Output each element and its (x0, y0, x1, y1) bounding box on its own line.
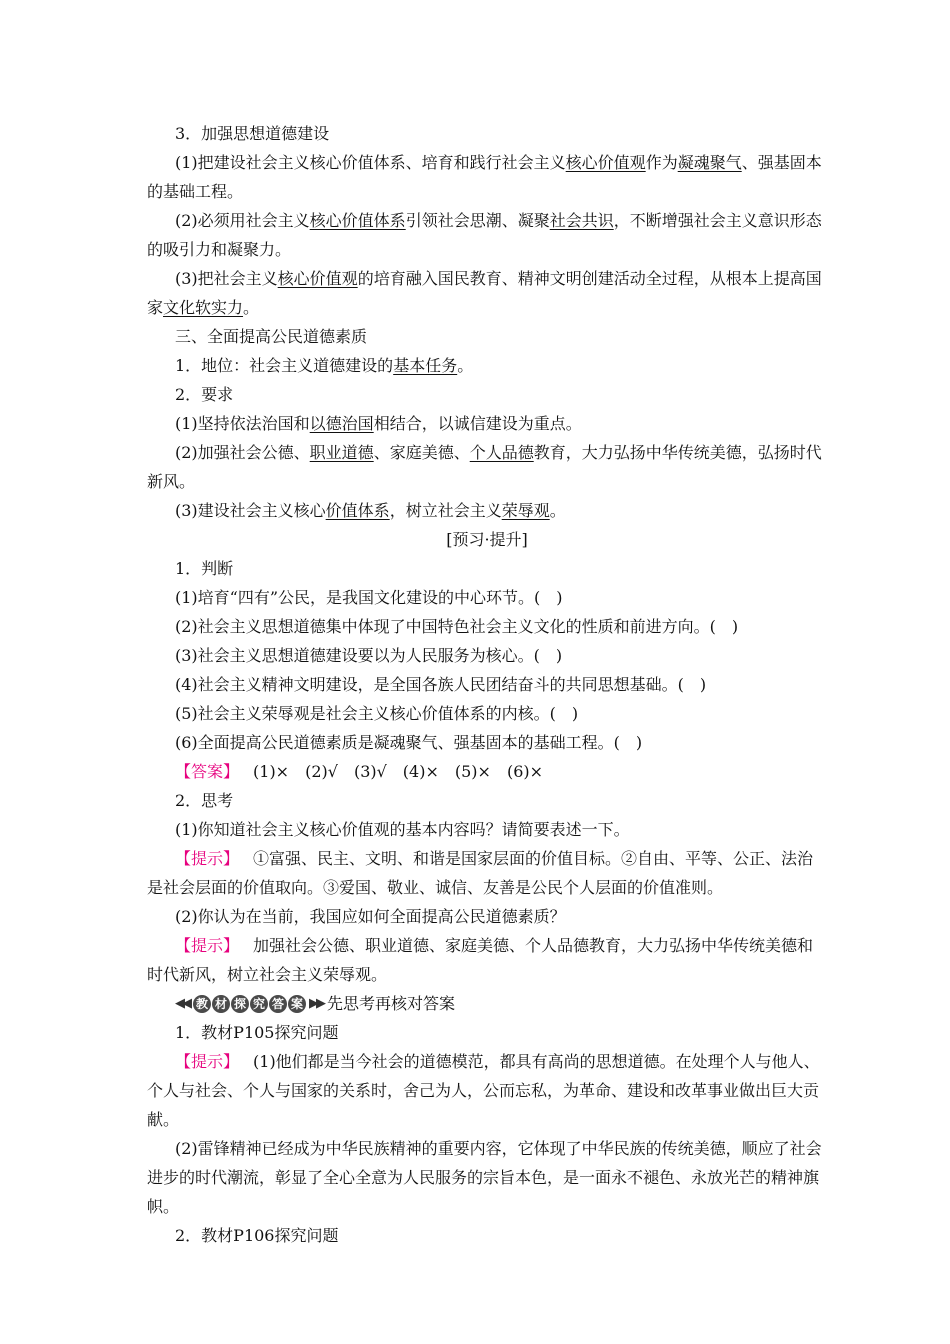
banner-char: 探 (231, 995, 249, 1013)
hint-answer: 【提示】 ①富强、民主、文明、和谐是国家层面的价值目标。②自由、平等、公正、法治是社会层面的价值取向。③爱国、敬业、诚信、友善是公民个人层面的价值准则。 (147, 849, 814, 897)
paragraph: (1)把建设社会主义核心价值体系、培育和践行社会主义核心价值观作为凝魂聚气、强基固本的基础工程。 (147, 153, 822, 201)
sub-heading: 2．思考 (175, 791, 234, 810)
textbook-explore-banner (175, 989, 827, 1018)
question: (2)你认为在当前，我国应如何全面提高公民道德素质？ (175, 907, 566, 926)
sub-heading: 1．判断 (175, 559, 234, 578)
judge-item: (2)社会主义思想道德集中体现了中国特色社会主义文化的性质和前进方向。( ) (175, 617, 739, 636)
paragraph: (3)建设社会主义核心价值体系，树立社会主义荣辱观。 (175, 501, 566, 520)
sub-heading: 2．教材P106探究问题 (175, 1226, 339, 1245)
section-heading: 3．加强思想道德建设 (175, 124, 330, 143)
sub-heading: 2．要求 (175, 385, 234, 404)
paragraph: (2)加强社会公德、职业道德、家庭美德、个人品德教育，大力弘扬中华传统美德，弘扬时代新风。 (147, 443, 822, 491)
judge-item: (3)社会主义思想道德建设要以为人民服务为核心。( ) (175, 646, 563, 665)
double-chevron-right-icon: ▶▶ (309, 996, 323, 1011)
paragraph: (2)必须用社会主义核心价值体系引领社会思潮、凝聚社会共识，不断增强社会主义意识形态的吸引力和凝聚力。 (147, 211, 822, 259)
paragraph: (3)把社会主义核心价值观的培育融入国民教育、精神文明创建活动全过程，从根本上提高国家文化软实力。 (147, 269, 822, 317)
question: (1)你知道社会主义核心价值观的基本内容吗？请简要表述一下。 (175, 820, 630, 839)
judge-item: (1)培育“四有”公民，是我国文化建设的中心环节。( ) (175, 588, 563, 607)
banner-char: 案 (288, 995, 306, 1013)
answer-tag: 【答案】 (175, 762, 240, 781)
paragraph: 1．地位：社会主义道德建设的基本任务。 (175, 356, 474, 375)
hint-tag: 【提示】 (175, 936, 240, 955)
banner-char: 材 (212, 995, 230, 1013)
banner-char: 答 (269, 995, 287, 1013)
hint-tag: 【提示】 (175, 1052, 240, 1071)
section-title: [预习·提升] (446, 530, 528, 549)
paragraph: (1)坚持依法治国和以德治国相结合，以诚信建设为重点。 (175, 414, 582, 433)
hint-answer: 【提示】 (1)他们都是当今社会的道德模范，都具有高尚的思想道德。在处理个人与他人、个人与社会、个人与国家的关系时，舍己为人，公而忘私，为革命、建设和改革事业做出巨大贡献。 (147, 1052, 820, 1129)
double-chevron-left-icon: ◀◀ (175, 996, 189, 1011)
sub-heading: 1．教材P105探究问题 (175, 1023, 339, 1042)
hint-tag: 【提示】 (175, 849, 240, 868)
judge-item: (6)全面提高公民道德素质是凝魂聚气、强基固本的基础工程。( ) (175, 733, 643, 752)
judge-item: (5)社会主义荣辱观是社会主义核心价值体系的内核。( ) (175, 704, 579, 723)
paragraph: (2)雷锋精神已经成为中华民族精神的重要内容，它体现了中华民族的传统美德，顺应了社会进步的时代潮流，彰显了全心全意为人民服务的宗旨本色，是一面永不褪色、永放光芒的精神旗帜。 (147, 1139, 822, 1216)
document-page (147, 119, 827, 1250)
banner-char: 教 (193, 995, 211, 1013)
hint-answer: 【提示】 加强社会公德、职业道德、家庭美德、个人品德教育，大力弘扬中华传统美德和时代新风，树立社会主义荣辱观。 (147, 936, 814, 984)
answer-line: 【答案】 (1)× (2)√ (3)√ (4)× (5)× (6)× (175, 762, 544, 781)
section-heading: 三、全面提高公民道德素质 (175, 327, 368, 346)
judge-item: (4)社会主义精神文明建设，是全国各族人民团结奋斗的共同思想基础。( ) (175, 675, 707, 694)
banner-char: 究 (250, 995, 268, 1013)
banner-text: 先思考再核对答案 (327, 994, 456, 1013)
